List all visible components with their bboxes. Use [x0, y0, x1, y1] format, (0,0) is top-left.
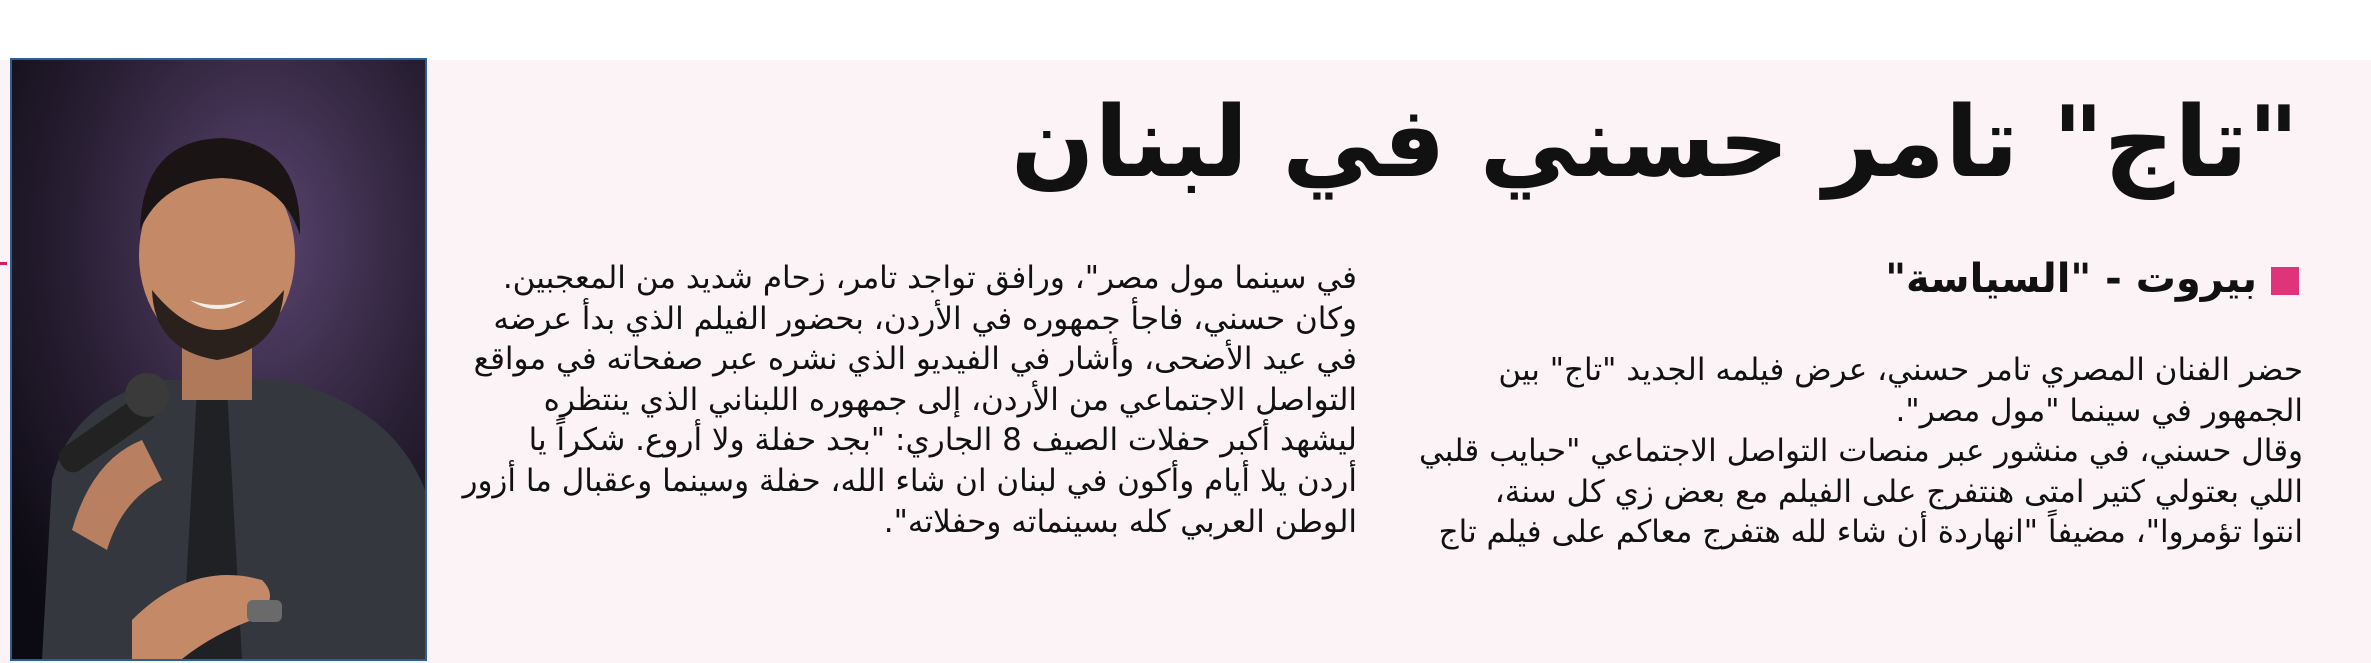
paragraph-line: الوطن العربي كله بسينماته وحفلاته".	[883, 503, 1357, 540]
article-column-left	[462, 258, 1357, 542]
singer-photo-illustration	[12, 60, 425, 659]
article-column-right	[1418, 350, 2303, 553]
paragraph-line: في عيد الأضحى، وأشار في الفيديو الذي نشره عبر صفحاته في مواقع	[473, 341, 1357, 378]
paragraph-line: ليشهد أكبر حفلات الصيف 8 الجاري: "بجد حفلة ولا أروع. شكراً يا	[528, 422, 1357, 459]
paragraph-line: وكان حسني، فاجأ جمهوره في الأردن، بحضور الفيلم الذي بدأ عرضه	[493, 300, 1357, 337]
article-photo-singer	[10, 58, 427, 661]
paragraph-line: أردن يلا أيام وأكون في لبنان ان شاء الله، حفلة وسينما وعقبال ما أزور	[462, 462, 1357, 499]
paragraph-line: في سينما مول مصر"، ورافق تواجد تامر، زحام شديد من المعجبين.	[502, 260, 1357, 296]
paragraph-line: اللي بعتولي كتير امتى هنتفرج على الفيلم مع بعض زي كل سنة،	[1494, 473, 2303, 510]
byline	[1699, 253, 2299, 305]
paragraph-line: الجمهور في سينما "مول مصر".	[1895, 392, 2303, 429]
byline-text: بيروت - "السياسة"	[1885, 256, 2257, 302]
paragraph-line: التواصل الاجتماعي من الأردن، إلى جمهوره اللبناني الذي ينتظره	[543, 381, 1357, 418]
margin-marker	[0, 262, 7, 265]
paragraph-line: حضر الفنان المصري تامر حسني، عرض فيلمه الجديد "تاج" بين	[1498, 352, 2303, 388]
paragraph-line: وقال حسني، في منشور عبر منصات التواصل الاجتماعي "حبايب قلبي	[1418, 433, 2303, 470]
paragraph-line: انتوا تؤمروا"، مضيفاً "انهاردة أن شاء لله هتفرج معاكم على فيلم تاج	[1438, 514, 2303, 551]
byline-square-marker	[2271, 267, 2299, 295]
headline: "تاج" تامر حسني في لبنان	[1010, 86, 2299, 200]
